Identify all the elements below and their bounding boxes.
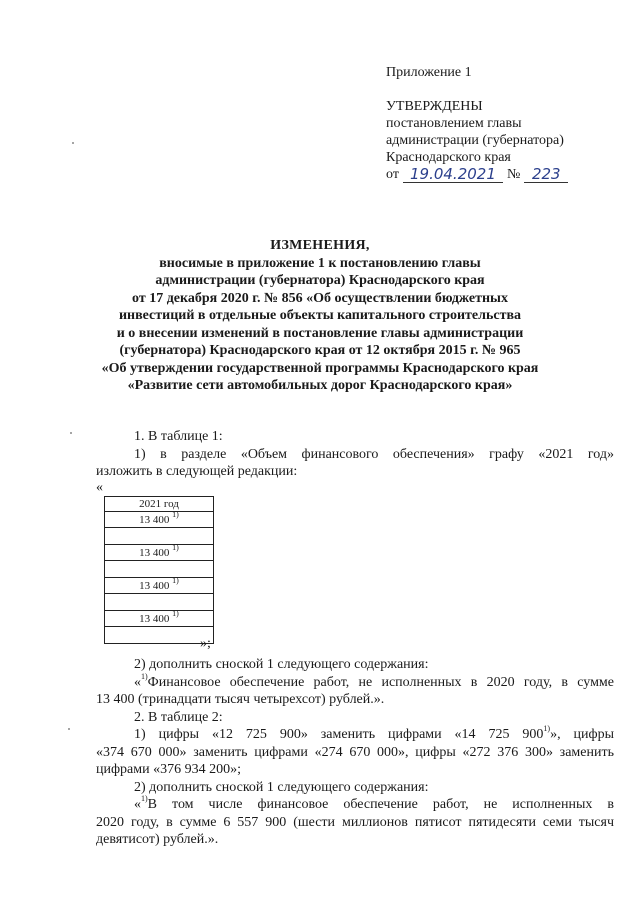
table-cell-empty: [105, 594, 214, 611]
approval-line-2: администрации (губернатора): [386, 133, 564, 148]
document-title: [60, 237, 580, 395]
table-cell-empty: [105, 561, 214, 578]
approval-line-1: постановлением главы: [386, 116, 522, 131]
table-cell-empty: [105, 627, 214, 644]
footnote-2-line-a: «$^{1)}$В том числе финансовое обеспечение работ, не исполненных в: [134, 794, 614, 812]
item-1-block: [96, 428, 614, 481]
scan-dot: [72, 142, 74, 144]
footnote-2-line-b: 2020 году, в сумме 6 557 900 (шести миллионов пятисот пятидесяти семи тысяч: [96, 814, 614, 830]
table-2021: [104, 496, 214, 644]
item-1-1-line-b: изложить в следующей редакции:: [96, 464, 298, 479]
handwritten-number: 223: [524, 166, 568, 183]
title-line: администрации (губернатора) Краснодарского края: [155, 273, 485, 288]
quote-open: «: [96, 480, 103, 495]
item-2-heading: 2. В таблице 2:: [134, 709, 223, 725]
body-continuation: [96, 656, 614, 849]
approval-line-3: Краснодарского края: [386, 150, 511, 165]
quote-close: »;: [200, 636, 211, 651]
item-2-1-line-c: цифрами «376 934 200»;: [96, 762, 242, 777]
title-line: (губернатора) Краснодарского края от 12 октября 2015 г. № 965: [119, 343, 521, 358]
title-line: вносимые в приложение 1 к постановлению главы: [159, 255, 481, 271]
date-number-line: [386, 166, 626, 183]
approved-label: УТВЕРЖДЕНЫ: [386, 99, 483, 114]
table-cell-empty: [105, 528, 214, 545]
from-label: от: [386, 167, 399, 182]
approval-block: [386, 64, 626, 183]
footnote-2-line-c: девятисот) рублей.».: [96, 832, 219, 847]
item-1-1-line-a: 1) в разделе «Объем финансового обеспечения» графу «2021 год»: [134, 446, 614, 462]
item-2-2: 2) дополнить сноской 1 следующего содержания:: [134, 779, 429, 795]
title-line: «Развитие сети автомобильных дорог Краснодарского края»: [127, 378, 513, 393]
item-2-1-line-a: 1) цифры «12 725 900» заменить цифрами «14 725 900$^{1)}$», цифры: [134, 724, 614, 742]
title-line: «Об утверждении государственной программы Краснодарского края: [101, 360, 539, 376]
item-2-1-line-b: «374 670 000» заменить цифрами «274 670 000», цифры «272 376 300» заменить: [96, 744, 614, 760]
annex-label: Приложение 1: [386, 65, 472, 80]
table-cell-value: 13 400 $^{1)}$: [105, 611, 214, 627]
title-line: инвестиций в отдельные объекты капитального строительства: [118, 308, 522, 323]
table-cell-value: 13 400 $^{1)}$: [105, 578, 214, 594]
item-1-2: 2) дополнить сноской 1 следующего содержания:: [134, 657, 429, 672]
item-1-heading: 1. В таблице 1:: [134, 429, 223, 444]
title-heading: ИЗМЕНЕНИЯ,: [270, 238, 370, 253]
footnote-1-line-b: 13 400 (тринадцати тысяч четырехсот) рублей.».: [96, 692, 385, 707]
number-label: №: [506, 167, 521, 182]
title-line: от 17 декабря 2020 г. № 856 «Об осуществлении бюджетных: [132, 290, 508, 306]
title-line: и о внесении изменений в постановление главы администрации: [116, 325, 524, 341]
handwritten-date: 19.04.2021: [403, 166, 503, 183]
scan-dot: [70, 432, 72, 434]
table-cell-value: 13 400 $^{1)}$: [105, 512, 214, 528]
scan-dot: [68, 728, 70, 730]
table-cell-value: 13 400 $^{1)}$: [105, 545, 214, 561]
table-header: 2021 год: [105, 497, 214, 512]
footnote-1-line-a: «$^{1)}$Финансовое обеспечение работ, не исполненных в 2020 году, в сумме: [134, 671, 614, 690]
